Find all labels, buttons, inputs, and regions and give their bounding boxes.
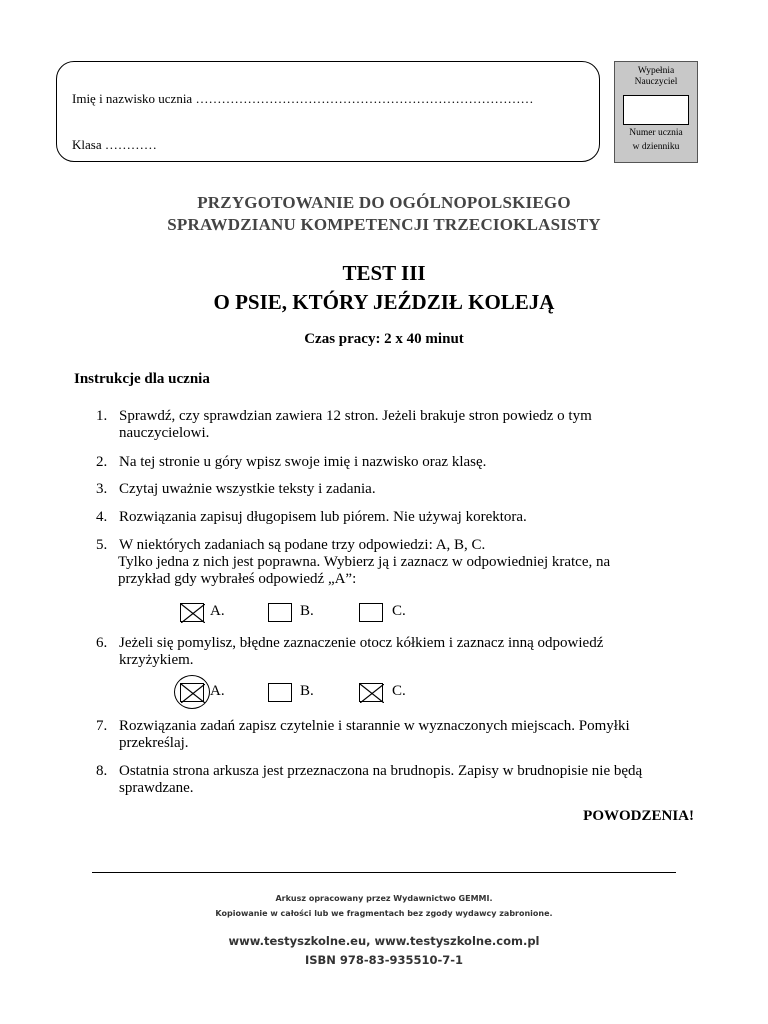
instructions-heading: Instrukcje dla ucznia xyxy=(74,371,210,387)
example-checkbox-a[interactable] xyxy=(180,603,204,622)
item-number: 5. xyxy=(96,537,108,553)
item-text-line-1: W niektórych zadaniach są podane trzy odpowiedzi: A, B, C. xyxy=(119,537,486,553)
test-number: TEST III xyxy=(342,261,426,285)
footer-divider xyxy=(92,872,676,873)
item-text: Ostatnia strona arkusza jest przeznaczona na brudnopis. Zapisy w brudnopisie nie będą sprawdzane. xyxy=(119,763,643,796)
example-checkbox-b[interactable] xyxy=(268,603,292,622)
item-number: 3. xyxy=(96,481,108,497)
item-number: 1. xyxy=(96,408,108,424)
item-text: Jeżeli się pomylisz, błędne zaznaczenie otocz kółkiem i zaznacz inną odpowiedź krzyżykiem. xyxy=(119,635,604,668)
item-text: Rozwiązania zadań zapisz czytelnie i starannie w wyznaczonych miejscach. Pomyłki przekreślaj. xyxy=(119,718,630,751)
option-label-a: A. xyxy=(210,683,225,699)
example2-checkbox-b[interactable] xyxy=(268,683,292,702)
option-label-c: C. xyxy=(392,683,406,699)
instruction-item-5 xyxy=(96,537,656,589)
footer-websites[interactable]: www.testyszkolne.eu, www.testyszkolne.com.pl xyxy=(228,934,540,948)
item-text: Na tej stronie u góry wpisz swoje imię i nazwisko oraz klasę. xyxy=(119,454,487,470)
test-title: O PSIE, KTÓRY JEŹDZIŁ KOLEJĄ xyxy=(213,290,555,314)
cross-mark-icon xyxy=(360,684,384,703)
student-number-input[interactable] xyxy=(623,95,689,125)
item-number: 2. xyxy=(96,454,108,470)
item-number: 4. xyxy=(96,509,108,525)
student-info-box xyxy=(56,61,600,162)
option-label-b: B. xyxy=(300,603,314,619)
class-field[interactable] xyxy=(72,137,157,153)
class-label: Klasa xyxy=(72,137,102,152)
teacher-box-line4: w dzienniku xyxy=(632,142,680,152)
student-name-field[interactable] xyxy=(72,91,533,107)
student-name-dots: …………………………………………………………………… xyxy=(195,91,534,106)
header-line-1: PRZYGOTOWANIE DO OGÓLNOPOLSKIEGO xyxy=(197,193,571,212)
option-label-c: C. xyxy=(392,603,406,619)
example2-checkbox-c[interactable] xyxy=(359,683,383,702)
footer-isbn: ISBN 978-83-935510-7-1 xyxy=(304,953,464,967)
class-dots: ………… xyxy=(104,137,157,152)
student-name-label: Imię i nazwisko ucznia xyxy=(72,91,193,106)
cross-mark-icon xyxy=(181,684,205,703)
item-number: 6. xyxy=(96,635,108,651)
example2-checkbox-a[interactable] xyxy=(180,683,204,702)
footer-copyright: Kopiowanie w całości lub we fragmentach bez zgody wydawcy zabronione. xyxy=(215,909,553,918)
work-duration: Czas pracy: 2 x 40 minut xyxy=(304,331,464,347)
item-number: 7. xyxy=(96,718,108,734)
teacher-fill-box xyxy=(614,61,698,163)
item-text-line-3: przykład gdy wybrałeś odpowiedź „A”: xyxy=(118,571,357,587)
good-luck-text: POWODZENIA! xyxy=(583,808,694,824)
footer-publisher: Arkusz opracowany przez Wydawnictwo GEMMI. xyxy=(275,894,493,903)
teacher-box-line2: Nauczyciel xyxy=(634,77,678,87)
option-label-a: A. xyxy=(210,603,225,619)
item-text: Czytaj uważnie wszystkie teksty i zadania. xyxy=(119,481,376,497)
item-text: Sprawdź, czy sprawdzian zawiera 12 stron. Jeżeli brakuje stron powiedz o tym nauczycielowi. xyxy=(119,408,592,441)
cross-mark-icon xyxy=(181,604,205,623)
option-label-b: B. xyxy=(300,683,314,699)
header-line-2: SPRAWDZIANU KOMPETENCJI TRZECIOKLASISTY xyxy=(167,215,601,234)
teacher-box-line3: Numer ucznia xyxy=(629,128,683,138)
teacher-box-line1: Wypełnia xyxy=(637,66,675,76)
example-checkbox-c[interactable] xyxy=(359,603,383,622)
item-text: Rozwiązania zapisuj długopisem lub piórem. Nie używaj korektora. xyxy=(119,509,527,525)
item-text-line-2: Tylko jedna z nich jest poprawna. Wybierz ją i zaznacz w odpowiedniej kratce, na xyxy=(118,554,611,570)
item-number: 8. xyxy=(96,763,108,779)
